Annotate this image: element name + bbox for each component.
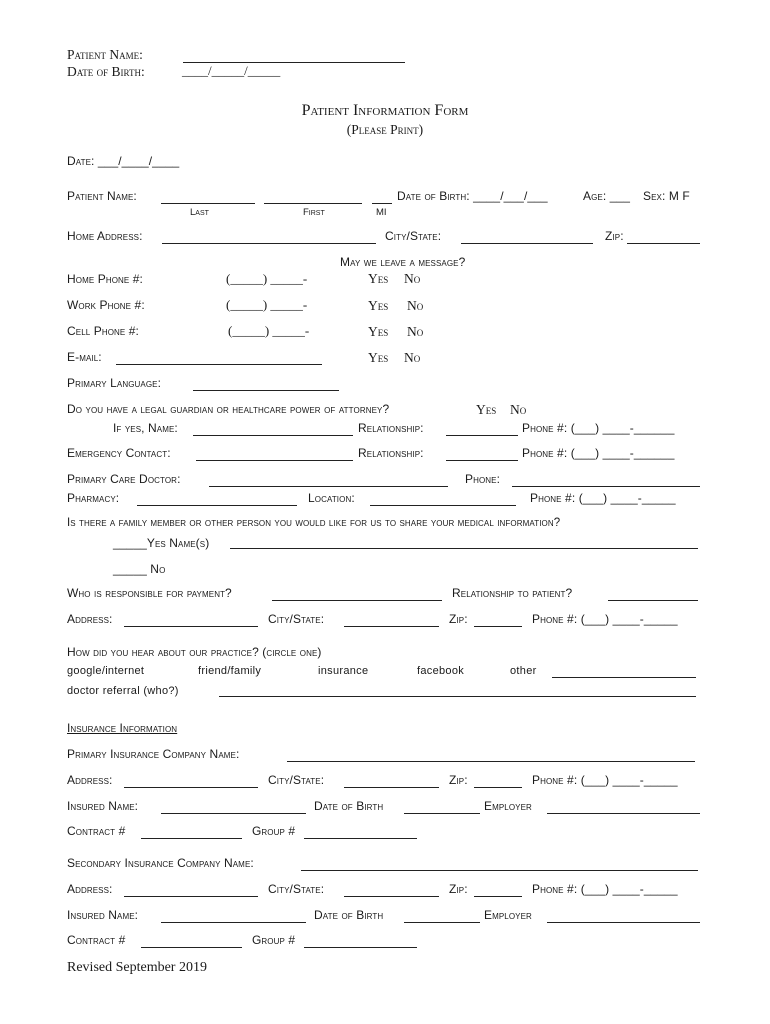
revised-date: Revised September 2019 — [67, 960, 207, 975]
share-names-field[interactable] — [230, 548, 698, 549]
share-no-option[interactable]: _____ No — [113, 562, 166, 576]
primary-insured-dob-label: Date of Birth — [314, 799, 384, 813]
secondary-ins-zip-label: Zip: — [449, 882, 468, 896]
primary-employer-label: Employer — [484, 799, 532, 813]
mi-field[interactable] — [372, 203, 392, 204]
home-phone-field[interactable]: (_____) _____- — [226, 271, 308, 286]
doctor-referral-field[interactable] — [219, 696, 696, 697]
home-no-option[interactable]: No — [404, 271, 421, 286]
form-subtitle: (Please Print) — [346, 122, 424, 137]
city-state-label: City/State: — [385, 229, 442, 243]
email-label: E-mail: — [67, 350, 102, 364]
work-phone-label: Work Phone #: — [67, 298, 145, 312]
location-label: Location: — [308, 491, 355, 505]
primary-insurance-field[interactable] — [287, 761, 695, 762]
zip-label: Zip: — [605, 229, 624, 243]
insurance-section-title: Insurance Information — [67, 721, 178, 735]
secondary-ins-address-field[interactable] — [124, 896, 258, 897]
secondary-ins-zip-field[interactable] — [474, 896, 522, 897]
primary-insured-name-field[interactable] — [161, 813, 306, 814]
emergency-phone-field[interactable]: Phone #: (___) ____-______ — [522, 446, 675, 460]
home-yes-option[interactable]: Yes — [368, 271, 389, 286]
home-phone-label: Home Phone #: — [67, 272, 143, 286]
primary-language-field[interactable] — [193, 390, 339, 391]
primary-insurance-label: Primary Insurance Company Name: — [67, 747, 240, 761]
age-field[interactable]: Age: ___ — [583, 189, 631, 203]
primary-group-label: Group # — [252, 824, 296, 838]
date-field[interactable]: Date: ___/____/____ — [67, 154, 180, 168]
secondary-insured-name-label: Insured Name: — [67, 908, 139, 922]
guardian-phone-field[interactable]: Phone #: (___) ____-______ — [522, 421, 675, 435]
emergency-contact-field[interactable] — [196, 460, 353, 461]
option-insurance[interactable]: insurance — [318, 665, 369, 677]
option-other[interactable]: other — [510, 665, 537, 677]
other-field[interactable] — [552, 677, 696, 678]
cell-no-option[interactable]: No — [407, 324, 424, 339]
pharmacy-label: Pharmacy: — [67, 491, 120, 505]
primary-ins-address-field[interactable] — [124, 787, 258, 788]
secondary-ins-phone-field[interactable]: Phone #: (___) ____-_____ — [532, 882, 678, 896]
doctor-referral-label: doctor referral (who?) — [67, 685, 179, 697]
zip-field[interactable] — [627, 243, 700, 244]
home-address-label: Home Address: — [67, 229, 143, 243]
secondary-contract-field[interactable] — [141, 947, 242, 948]
pharmacy-phone-field[interactable]: Phone #: (___) ____-_____ — [530, 491, 676, 505]
primary-ins-address-label: Address: — [67, 773, 113, 787]
guardian-relationship-field[interactable] — [446, 435, 518, 436]
secondary-group-field[interactable] — [304, 947, 417, 948]
secondary-contract-label: Contract # — [67, 933, 126, 947]
primary-employer-field[interactable] — [547, 813, 700, 814]
emergency-relationship-label: Relationship: — [358, 446, 424, 460]
option-google-internet[interactable]: google/internet — [67, 665, 145, 677]
responsible-label: Who is responsible for payment? — [67, 586, 232, 600]
header-patient-name-label: Patient Name: — [67, 47, 143, 62]
guardian-question: Do you have a legal guardian or healthcare power of attorney? — [67, 402, 390, 416]
responsible-field[interactable] — [272, 600, 442, 601]
secondary-employer-field[interactable] — [547, 922, 700, 923]
cell-yes-option[interactable]: Yes — [368, 324, 389, 339]
email-no-option[interactable]: No — [404, 350, 421, 365]
primary-care-doctor-field[interactable] — [209, 486, 448, 487]
responsible-relationship-field[interactable] — [608, 600, 698, 601]
share-question: Is there a family member or other person you would like for us to share your medical information? — [67, 517, 561, 529]
primary-language-label: Primary Language: — [67, 376, 162, 390]
emergency-relationship-field[interactable] — [446, 460, 518, 461]
primary-ins-city-field[interactable] — [344, 787, 439, 788]
secondary-employer-label: Employer — [484, 908, 532, 922]
primary-contract-label: Contract # — [67, 824, 126, 838]
home-address-field[interactable] — [162, 243, 376, 244]
guardian-name-field[interactable] — [193, 435, 353, 436]
secondary-ins-address-label: Address: — [67, 882, 113, 896]
form-title: Patient Information Form — [301, 102, 469, 119]
primary-care-doctor-label: Primary Care Doctor: — [67, 472, 181, 486]
option-facebook[interactable]: facebook — [417, 665, 465, 677]
secondary-ins-city-field[interactable] — [344, 896, 439, 897]
secondary-insured-dob-field[interactable] — [404, 922, 480, 923]
responsible-phone-field[interactable]: Phone #: (___) ____-_____ — [532, 612, 678, 626]
guardian-yes-option[interactable]: Yes — [476, 402, 497, 417]
header-dob-label: Date of Birth: — [67, 64, 145, 79]
mi-caption: MI — [376, 207, 387, 218]
guardian-name-label: If yes, Name: — [113, 421, 178, 435]
responsible-address-label: Address: — [67, 612, 113, 626]
secondary-group-label: Group # — [252, 933, 296, 947]
secondary-insurance-label: Secondary Insurance Company Name: — [67, 856, 254, 870]
hear-question: How did you hear about our practice? (circle one) — [67, 645, 322, 659]
guardian-relationship-label: Relationship: — [358, 421, 424, 435]
primary-ins-city-label: City/State: — [268, 773, 325, 787]
header-dob-field[interactable]: ____/_____/_____ — [182, 63, 281, 78]
last-caption: Last — [190, 207, 209, 218]
cell-phone-label: Cell Phone #: — [67, 324, 139, 338]
secondary-ins-city-label: City/State: — [268, 882, 325, 896]
pharmacy-field[interactable] — [137, 505, 297, 506]
first-caption: First — [303, 207, 325, 218]
responsible-address-field[interactable] — [124, 626, 258, 627]
secondary-insured-name-field[interactable] — [161, 922, 306, 923]
email-field[interactable] — [116, 364, 322, 365]
primary-insured-name-label: Insured Name: — [67, 799, 139, 813]
secondary-insured-dob-label: Date of Birth — [314, 908, 384, 922]
guardian-no-option[interactable]: No — [510, 402, 527, 417]
emergency-contact-label: Emergency Contact: — [67, 446, 171, 460]
primary-insured-dob-field[interactable] — [404, 813, 480, 814]
doctor-phone-label: Phone: — [465, 472, 501, 486]
work-yes-option[interactable]: Yes — [368, 298, 389, 313]
patient-name-label: Patient Name: — [67, 189, 137, 203]
primary-ins-zip-field[interactable] — [474, 787, 522, 788]
city-state-field[interactable] — [461, 243, 593, 244]
primary-ins-phone-field[interactable]: Phone #: (___) ____-_____ — [532, 773, 678, 787]
primary-contract-field[interactable] — [141, 838, 242, 839]
sex-field[interactable]: Sex: M F — [643, 189, 690, 203]
primary-ins-zip-label: Zip: — [449, 773, 468, 787]
responsible-relationship-label: Relationship to patient? — [452, 586, 573, 600]
primary-group-field[interactable] — [304, 838, 417, 839]
work-phone-field[interactable]: (_____) _____- — [226, 297, 308, 312]
work-no-option[interactable]: No — [407, 298, 424, 313]
patient-dob-field[interactable]: Date of Birth: ____/___/___ — [397, 189, 548, 203]
responsible-city-field[interactable] — [344, 626, 439, 627]
first-name-field[interactable] — [264, 203, 362, 204]
secondary-insurance-field[interactable] — [301, 870, 698, 871]
message-question: May we leave a message? — [340, 255, 466, 269]
last-name-field[interactable] — [161, 203, 255, 204]
responsible-city-label: City/State: — [268, 612, 325, 626]
location-field[interactable] — [370, 505, 516, 506]
responsible-zip-field[interactable] — [474, 626, 522, 627]
cell-phone-field[interactable]: (_____) _____- — [228, 323, 310, 338]
doctor-phone-field[interactable] — [512, 486, 700, 487]
responsible-zip-label: Zip: — [449, 612, 468, 626]
option-friend-family[interactable]: friend/family — [198, 665, 262, 677]
email-yes-option[interactable]: Yes — [368, 350, 389, 365]
share-yes-option[interactable]: _____Yes Name(s) — [113, 536, 210, 550]
